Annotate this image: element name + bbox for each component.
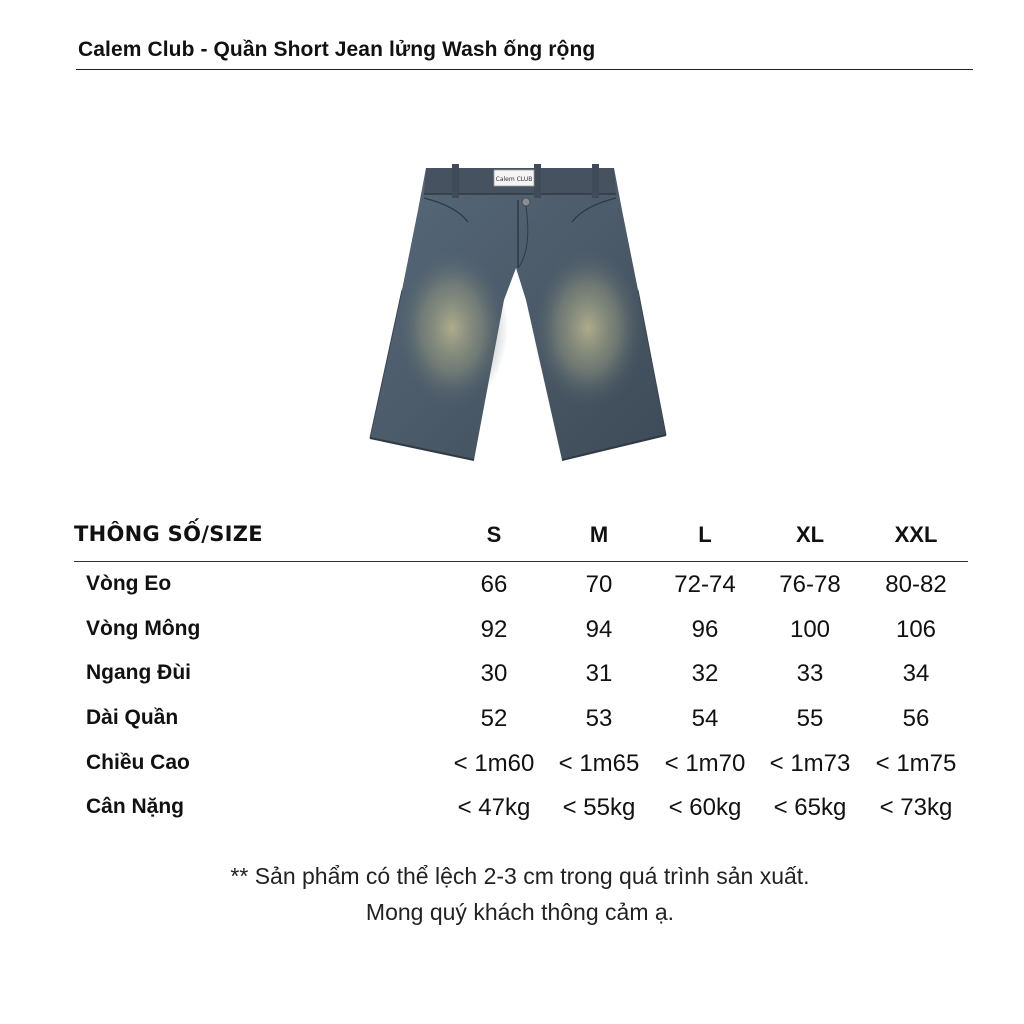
table-cell: < 1m60 — [453, 750, 535, 777]
table-cell: 54 — [691, 705, 719, 732]
brand-tag-text: Calem CLUB — [495, 176, 533, 183]
table-cell: 53 — [585, 705, 613, 732]
apology-note: Mong quý khách thông cảm ạ. — [365, 899, 675, 925]
row-label-height: Chiều Cao — [86, 751, 190, 774]
row-label-thigh: Ngang Đùi — [86, 661, 191, 684]
table-cell: < 1m65 — [558, 750, 640, 777]
table-cell: 32 — [691, 660, 719, 687]
table-cell: 55 — [796, 705, 824, 732]
table-cell: 31 — [585, 660, 613, 687]
size-header-xl: XL — [795, 522, 825, 547]
table-cell: 34 — [902, 660, 930, 687]
table-cell: 106 — [895, 616, 937, 643]
table-cell: 96 — [691, 616, 719, 643]
table-cell: < 65kg — [773, 794, 847, 821]
table-cell: < 73kg — [879, 794, 953, 821]
table-cell: 92 — [480, 616, 508, 643]
table-cell: 33 — [796, 660, 824, 687]
table-cell: < 55kg — [562, 794, 636, 821]
size-header-m: M — [589, 522, 609, 547]
row-label-waist: Vòng Eo — [86, 572, 172, 595]
size-header-s: S — [486, 522, 502, 547]
table-cell: 66 — [480, 571, 508, 598]
size-header-l: L — [698, 522, 712, 547]
title-divider — [76, 69, 973, 70]
table-cell: 94 — [585, 616, 613, 643]
production-note: ** Sản phẩm có thể lệch 2-3 cm trong quá trình sản xuất. — [230, 863, 810, 889]
table-cell: 80-82 — [885, 571, 947, 598]
page-title: Calem Club - Quần Short Jean lửng Wash ống rộng — [78, 38, 596, 61]
table-cell: 30 — [480, 660, 508, 687]
row-label-hip: Vòng Mông — [86, 617, 201, 640]
row-label-weight: Cân Nặng — [86, 795, 185, 818]
table-cell: 70 — [585, 571, 613, 598]
table-cell: < 1m75 — [875, 750, 957, 777]
table-cell: < 1m70 — [664, 750, 746, 777]
table-cell: 100 — [789, 616, 831, 643]
table-cell: < 1m73 — [769, 750, 851, 777]
size-header-xxl: XXL — [894, 522, 938, 547]
denim-shorts-image — [366, 150, 674, 465]
row-label-length: Dài Quần — [86, 706, 179, 729]
table-cell: < 60kg — [668, 794, 742, 821]
table-cell: 72-74 — [674, 571, 736, 598]
table-cell: 76-78 — [779, 571, 841, 598]
table-cell: 56 — [902, 705, 930, 732]
table-cell: < 47kg — [457, 794, 531, 821]
table-cell: 52 — [480, 705, 508, 732]
table-divider — [74, 561, 968, 562]
table-header-label: THÔNG SỐ/SIZE — [74, 522, 263, 546]
